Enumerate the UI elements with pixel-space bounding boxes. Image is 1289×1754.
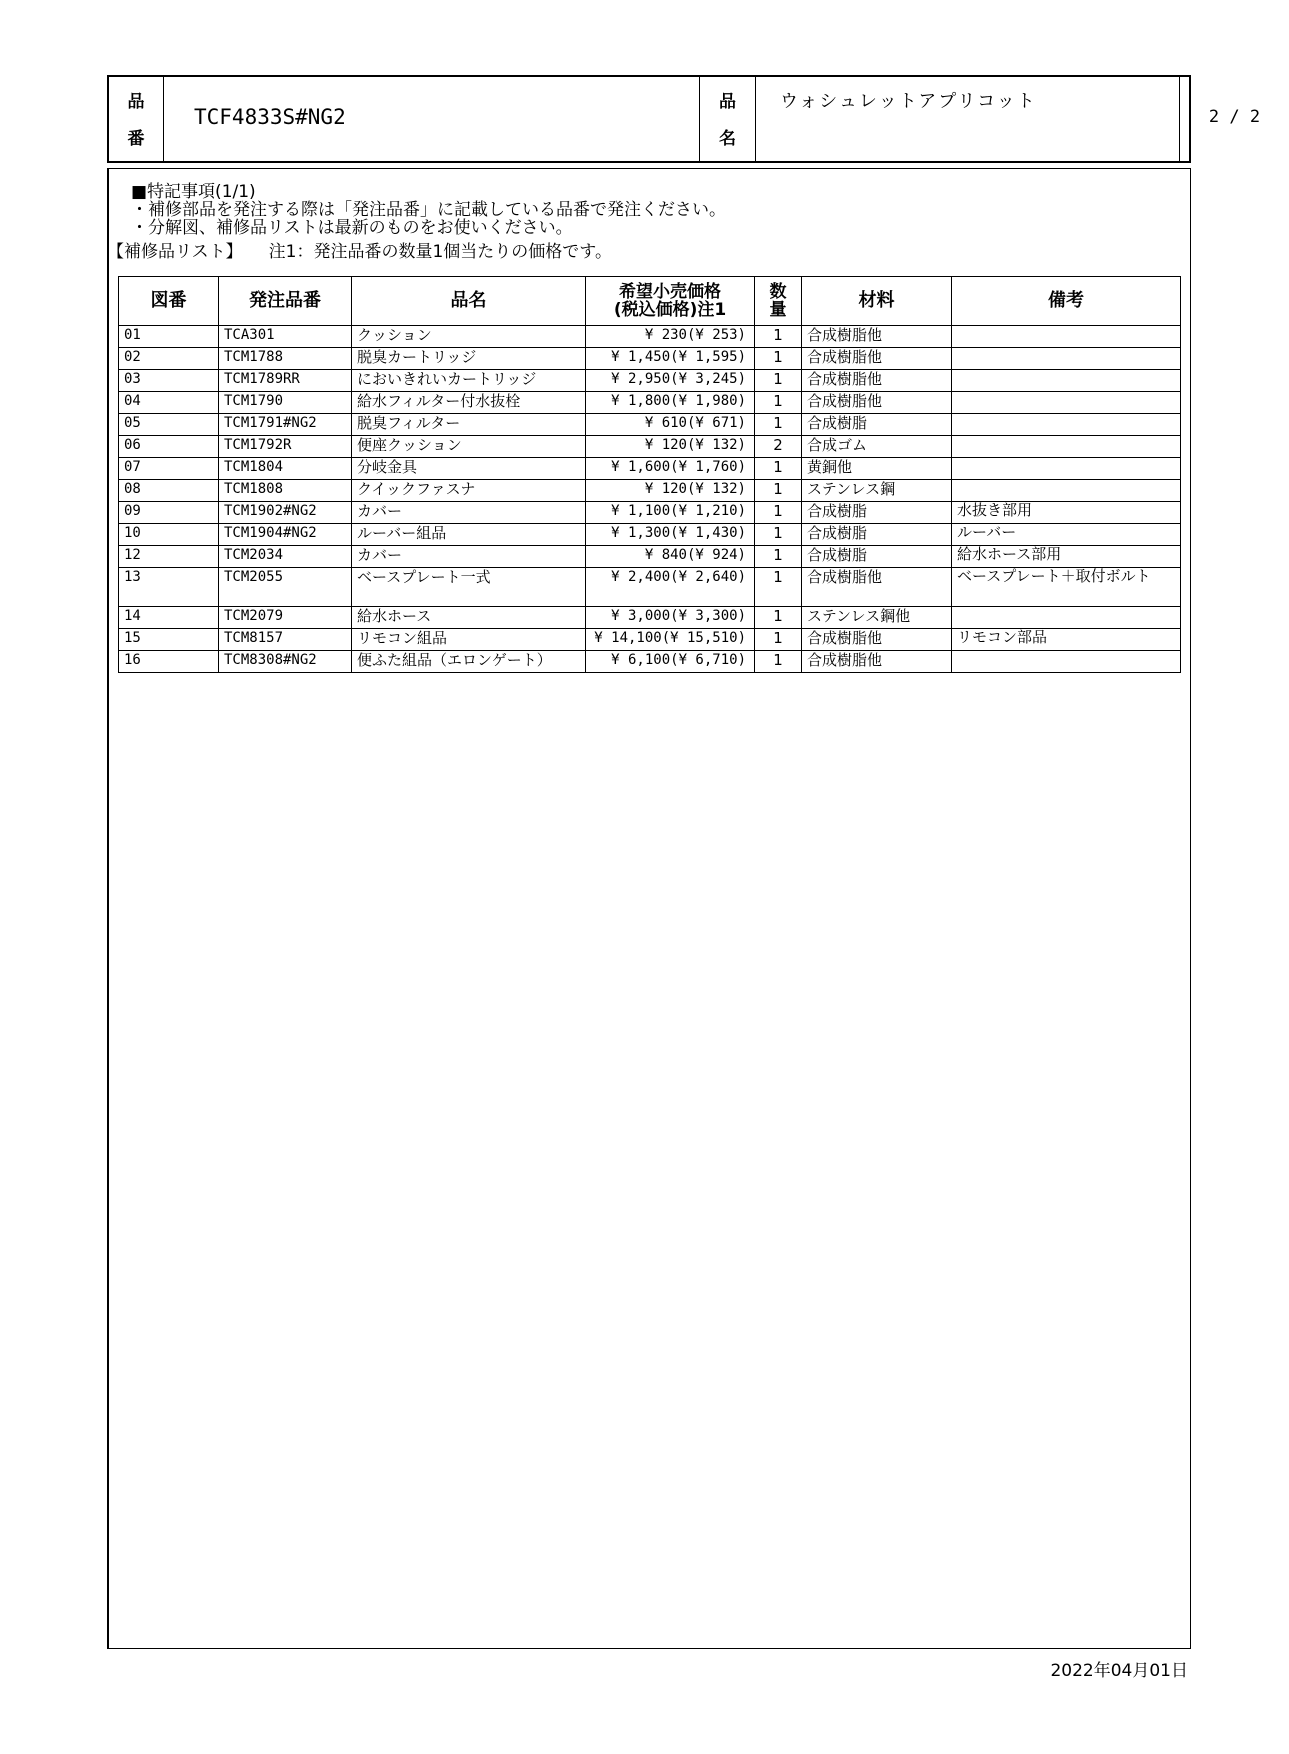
remarks-cell [952,414,1181,436]
remarks-cell [952,651,1181,673]
material-cell: 合成樹脂他 [802,568,952,607]
item-name-cell: カバー [352,546,586,568]
price-cell: ¥ 1,600(¥ 1,760) [586,458,755,480]
remarks-cell: 給水ホース部用 [952,546,1181,568]
item-name-cell: ベースプレート一式 [352,568,586,607]
qty-cell: 1 [755,480,802,502]
qty-cell: 1 [755,629,802,651]
table-row [119,348,1181,370]
table-row [119,568,1181,607]
remarks-cell: ベースプレート＋取付ボルト [952,568,1181,607]
special-note-1: ・補修部品を発注する際は「発注品番」に記載している品番で発注ください。 [131,200,726,220]
table-row [119,414,1181,436]
fig-no-cell: 01 [119,326,219,348]
qty-cell: 1 [755,414,802,436]
qty-cell: 1 [755,651,802,673]
order-code-cell: TCM1789RR [219,370,352,392]
qty-cell: 1 [755,607,802,629]
part-name: ウォシュレットアプリコット [780,91,1037,112]
remarks-cell: 水抜き部用 [952,502,1181,524]
fig-no-cell: 10 [119,524,219,546]
part-code-label [109,77,164,161]
price-cell: ¥ 230(¥ 253) [586,326,755,348]
remarks-cell [952,480,1181,502]
page-number-cell [1180,77,1289,161]
fig-no-cell: 07 [119,458,219,480]
table-row [119,326,1181,348]
table-row [119,524,1181,546]
special-notes-heading: ■特記事項(1/1) [131,182,256,202]
fig-no-cell: 14 [119,607,219,629]
remarks-cell [952,326,1181,348]
remarks-cell [952,607,1181,629]
qty-cell: 1 [755,348,802,370]
item-name-cell: 給水フィルター付水抜栓 [352,392,586,414]
order-code-cell: TCM8157 [219,629,352,651]
fig-no-cell: 16 [119,651,219,673]
fig-no-cell: 04 [119,392,219,414]
remarks-cell [952,436,1181,458]
material-cell: 合成樹脂他 [802,348,952,370]
order-code-cell: TCM1904#NG2 [219,524,352,546]
fig-no-cell: 13 [119,568,219,607]
qty-cell: 1 [755,370,802,392]
item-name-cell: 脱臭フィルター [352,414,586,436]
item-name-cell: においきれいカートリッジ [352,370,586,392]
fig-no-cell: 08 [119,480,219,502]
qty-cell: 1 [755,392,802,414]
table-header-row [119,277,1181,326]
parts-list-title [107,243,612,261]
material-cell: 合成樹脂他 [802,326,952,348]
price-cell: ¥ 840(¥ 924) [586,546,755,568]
part-name-label-bottom: 名 [719,129,736,149]
order-code-cell: TCM1790 [219,392,352,414]
price-cell: ¥ 2,950(¥ 3,245) [586,370,755,392]
material-cell: ステンレス鋼 [802,480,952,502]
qty-cell: 1 [755,458,802,480]
order-code-cell: TCM1808 [219,480,352,502]
price-cell: ¥ 1,800(¥ 1,980) [586,392,755,414]
header-qty-line1: 数 [769,282,787,302]
price-cell: ¥ 6,100(¥ 6,710) [586,651,755,673]
price-cell: ¥ 2,400(¥ 2,640) [586,568,755,607]
header-price-line1: 希望小売価格 [619,282,721,302]
material-cell: 合成樹脂他 [802,370,952,392]
page-number: 2 / 2 [1208,107,1261,127]
material-cell: 合成樹脂 [802,502,952,524]
part-code-label-top: 品 [127,92,145,112]
table-row [119,502,1181,524]
fig-no-cell: 05 [119,414,219,436]
special-note-2: ・分解図、補修品リストは最新のものをお使いください。 [131,218,573,238]
price-cell: ¥ 120(¥ 132) [586,480,755,502]
order-code-cell: TCM2079 [219,607,352,629]
item-name-cell: クッション [352,326,586,348]
fig-no-cell: 15 [119,629,219,651]
fig-no-cell: 09 [119,502,219,524]
price-cell: ¥ 1,300(¥ 1,430) [586,524,755,546]
header-order-code: 発注品番 [219,277,352,326]
order-code-cell: TCM1792R [219,436,352,458]
part-name-cell [756,77,1180,161]
header-qty-line2: 量 [769,300,787,320]
order-code-cell: TCM1788 [219,348,352,370]
item-name-cell: カバー [352,502,586,524]
table-row [119,629,1181,651]
item-name-cell: ルーバー組品 [352,524,586,546]
header-price-line2: (税込価格)注1 [613,300,727,320]
fig-no-cell: 06 [119,436,219,458]
remarks-cell [952,458,1181,480]
order-code-cell: TCM2055 [219,568,352,607]
item-name-cell: 脱臭カートリッジ [352,348,586,370]
qty-cell: 1 [755,568,802,607]
material-cell: 黄銅他 [802,458,952,480]
qty-cell: 1 [755,326,802,348]
material-cell: ステンレス鋼他 [802,607,952,629]
price-cell: ¥ 610(¥ 671) [586,414,755,436]
parts-list-title-label: 【補修品リスト】 [107,242,243,262]
material-cell: 合成樹脂他 [802,651,952,673]
material-cell: 合成樹脂 [802,524,952,546]
header-fig-no: 図番 [119,277,219,326]
material-cell: 合成樹脂他 [802,629,952,651]
order-code-cell: TCM8308#NG2 [219,651,352,673]
item-name-cell: 給水ホース [352,607,586,629]
order-code-cell: TCM1791#NG2 [219,414,352,436]
table-row [119,392,1181,414]
item-name-cell: リモコン組品 [352,629,586,651]
order-code-cell: TCM1804 [219,458,352,480]
table-row [119,436,1181,458]
table-row [119,651,1181,673]
issue-date: 2022年04月01日 [1050,1661,1188,1681]
price-cell: ¥ 3,000(¥ 3,300) [586,607,755,629]
remarks-cell: リモコン部品 [952,629,1181,651]
header-item-name: 品名 [352,277,586,326]
fig-no-cell: 03 [119,370,219,392]
part-code-cell [164,77,700,161]
header-material: 材料 [802,277,952,326]
parts-table-body [119,326,1181,673]
parts-table [118,276,1181,673]
qty-cell: 1 [755,524,802,546]
price-cell: ¥ 1,100(¥ 1,210) [586,502,755,524]
table-row [119,546,1181,568]
item-name-cell: 便ふた組品（エロンゲート） [352,651,586,673]
fig-no-cell: 12 [119,546,219,568]
table-row [119,607,1181,629]
table-row [119,370,1181,392]
qty-cell: 1 [755,502,802,524]
part-name-label [700,77,756,161]
material-cell: 合成ゴム [802,436,952,458]
material-cell: 合成樹脂 [802,414,952,436]
item-name-cell: 分岐金具 [352,458,586,480]
fig-no-cell: 02 [119,348,219,370]
price-footnote: 注1：発注品番の数量1個当たりの価格です。 [268,242,612,262]
document-header [107,75,1261,163]
order-code-cell: TCM2034 [219,546,352,568]
part-code-label-bottom: 番 [127,129,145,149]
header-remarks: 備考 [952,277,1181,326]
item-name-cell: 便座クッション [352,436,586,458]
header-qty [755,277,802,326]
table-row [119,458,1181,480]
remarks-cell [952,392,1181,414]
material-cell: 合成樹脂 [802,546,952,568]
qty-cell: 1 [755,546,802,568]
price-cell: ¥ 14,100(¥ 15,510) [586,629,755,651]
order-code-cell: TCM1902#NG2 [219,502,352,524]
part-name-label-top: 品 [719,92,736,112]
part-code: TCF4833S#NG2 [194,105,346,129]
header-price [586,277,755,326]
price-cell: ¥ 1,450(¥ 1,595) [586,348,755,370]
remarks-cell: ルーバー [952,524,1181,546]
material-cell: 合成樹脂他 [802,392,952,414]
price-cell: ¥ 120(¥ 132) [586,436,755,458]
remarks-cell [952,348,1181,370]
qty-cell: 2 [755,436,802,458]
order-code-cell: TCA301 [219,326,352,348]
remarks-cell [952,370,1181,392]
item-name-cell: クイックファスナ [352,480,586,502]
table-row [119,480,1181,502]
